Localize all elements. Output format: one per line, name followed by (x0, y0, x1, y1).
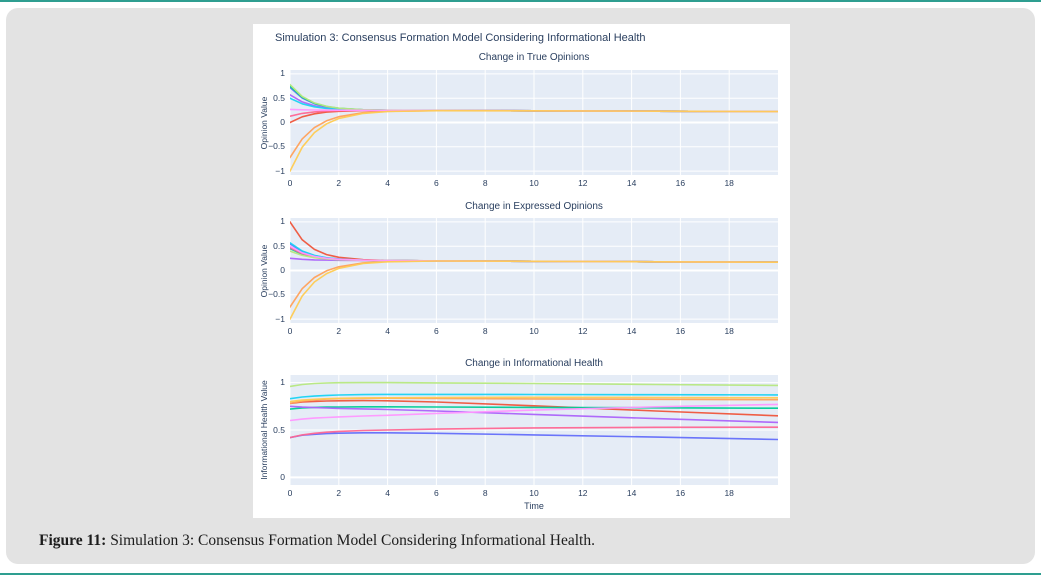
figure-caption (39, 532, 799, 550)
plot-canvas (290, 375, 778, 485)
x-tick-label: 0 (287, 178, 293, 188)
x-tick-label: 12 (578, 488, 588, 498)
figure-card (253, 24, 790, 518)
plot-canvas (290, 70, 778, 175)
x-tick-label: 8 (482, 178, 488, 188)
y-tick-label: −0.5 (268, 141, 285, 152)
x-tick-label: 8 (482, 488, 488, 498)
x-tick-label: 4 (385, 488, 390, 498)
x-tick-label: 18 (724, 178, 734, 188)
x-axis-ticks (287, 178, 778, 188)
plot-area-expressed-opinions: Opinion Value 1 0.5 0 −0.5 −1 (290, 218, 778, 323)
y-tick-label: 0.5 (273, 92, 285, 103)
figure-caption-number: Figure 11: (39, 532, 107, 549)
y-tick-label: −1 (275, 165, 285, 176)
x-tick-label: 18 (724, 326, 734, 336)
x-tick-label: 14 (626, 326, 637, 336)
y-tick-label: 1 (280, 68, 285, 79)
subplot-title: Change in Informational Health (465, 358, 603, 369)
x-tick-label: 14 (626, 488, 637, 498)
y-tick-label: 0.5 (273, 424, 285, 435)
x-tick-label: 14 (626, 178, 637, 188)
plot-canvas (290, 218, 778, 323)
x-tick-label: 6 (434, 326, 439, 336)
x-axis-ticks (287, 326, 778, 336)
x-tick-label: 16 (675, 488, 686, 498)
x-tick-label: 10 (529, 488, 539, 498)
subplot-title: Change in True Opinions (478, 52, 590, 63)
plot-area-informational-health: Informational Health Value 1 0.5 0 (290, 375, 778, 485)
x-tick-label: 2 (336, 488, 342, 498)
y-tick-label: −1 (275, 313, 285, 324)
y-tick-label: 0 (280, 471, 285, 482)
x-tick-label: 18 (724, 488, 734, 498)
x-tick-label: 4 (385, 326, 390, 336)
content-panel (6, 8, 1035, 564)
page-top-rule (0, 0, 1041, 2)
x-tick-label: 6 (434, 178, 439, 188)
x-tick-label: 2 (336, 326, 342, 336)
x-tick-label: 12 (578, 326, 588, 336)
y-tick-label: 1 (280, 216, 285, 227)
page-bottom-rule (0, 573, 1041, 575)
y-tick-label: 0 (280, 117, 285, 127)
x-tick-label: 8 (482, 326, 488, 336)
y-tick-label: 0 (280, 265, 285, 275)
x-tick-label: 10 (529, 178, 539, 188)
y-tick-label: −0.5 (268, 289, 285, 300)
x-tick-label: 16 (675, 326, 686, 336)
figure-caption-text: Simulation 3: Consensus Formation Model Considering Informational Health. (106, 532, 595, 549)
x-tick-label: 6 (434, 488, 439, 498)
subplot-title: Change in Expressed Opinions (465, 201, 603, 212)
x-axis-ticks (287, 488, 778, 498)
x-tick-label: 16 (675, 178, 686, 188)
x-tick-label: 0 (287, 326, 293, 336)
y-tick-label: 0.5 (273, 240, 285, 251)
x-tick-label: 10 (529, 326, 539, 336)
x-tick-label: 2 (336, 178, 342, 188)
figure-main-title: Simulation 3: Consensus Formation Model Considering Informational Health (275, 32, 646, 44)
x-tick-label: 0 (287, 488, 293, 498)
x-axis-label: Time (524, 501, 544, 511)
x-tick-label: 4 (385, 178, 390, 188)
plot-area-true-opinions: Opinion Value 1 0.5 0 −0.5 −1 (290, 70, 778, 175)
y-tick-label: 1 (280, 377, 285, 388)
x-tick-label: 12 (578, 178, 588, 188)
